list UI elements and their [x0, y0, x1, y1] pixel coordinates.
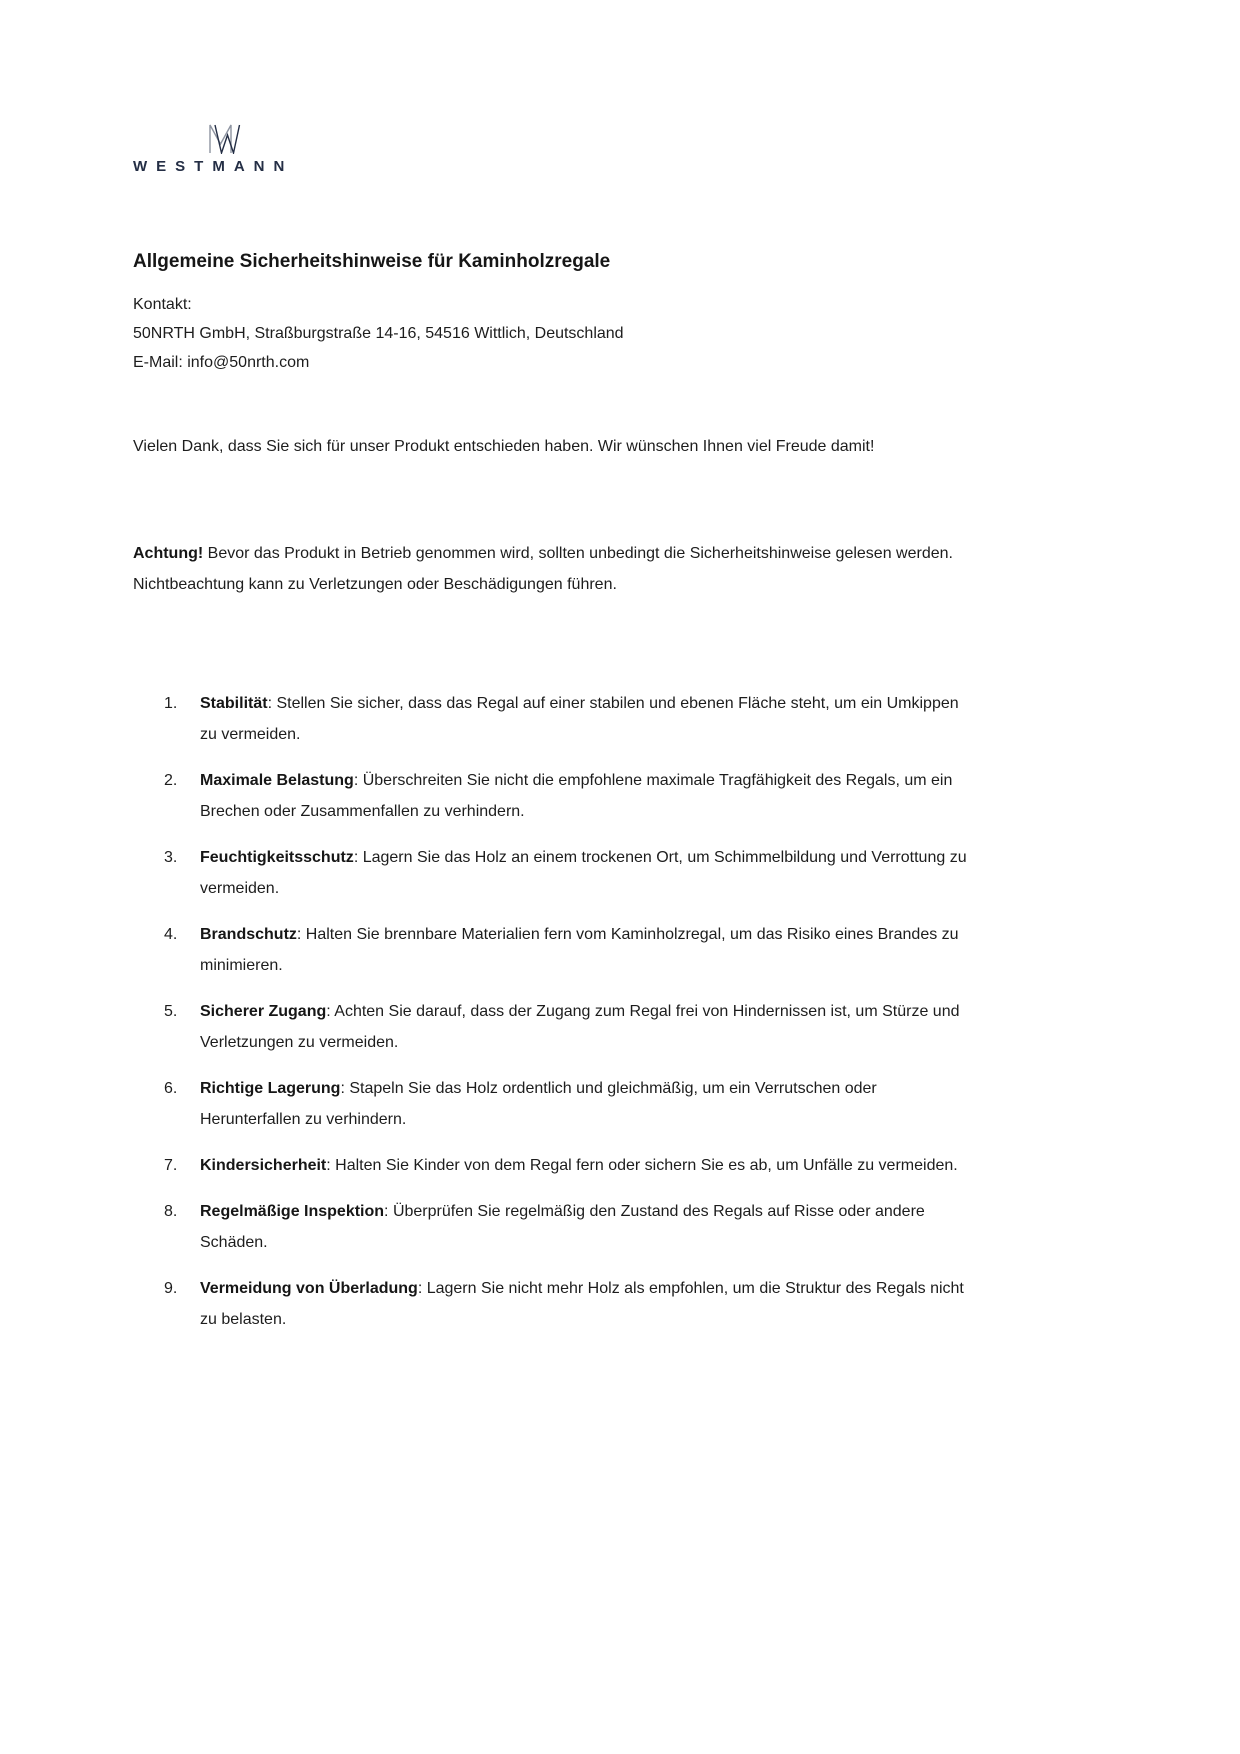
safety-list: [133, 688, 979, 1350]
item-number: 6.: [164, 1080, 178, 1097]
item-term: Kindersicherheit: [200, 1157, 327, 1174]
item-term: Feuchtigkeitsschutz: [200, 849, 354, 866]
safety-item: [133, 842, 979, 904]
safety-item: [133, 1073, 979, 1135]
document-title: Allgemeine Sicherheitshinweise für Kaminholzregale: [133, 251, 611, 272]
item-term: Vermeidung von Überladung: [200, 1280, 418, 1297]
item-separator: :: [353, 772, 363, 789]
item-text: Halten Sie Kinder von dem Regal fern oder sichern Sie es ab, um Unfälle zu vermeiden.: [335, 1157, 958, 1174]
item-text: Halten Sie brennbare Materialien fern vom Kaminholzregal, um das Risiko eines Brandes zu minimieren.: [200, 926, 959, 974]
contact-email: E-Mail: info@50nrth.com: [133, 354, 310, 371]
item-separator: :: [296, 926, 306, 943]
item-term: Regelmäßige Inspektion: [200, 1203, 385, 1220]
item-text: Stapeln Sie das Holz ordentlich und gleichmäßig, um ein Verrutschen oder Herunterfallen zu verhindern.: [200, 1080, 877, 1128]
item-term: Brandschutz: [200, 926, 297, 943]
item-separator: :: [326, 1003, 335, 1020]
safety-item: [133, 1196, 979, 1258]
item-number: 3.: [164, 849, 178, 866]
item-separator: :: [326, 1157, 336, 1174]
item-text: Überprüfen Sie regelmäßig den Zustand des Regals auf Risse oder andere Schäden.: [200, 1203, 925, 1251]
item-number: 4.: [164, 926, 178, 943]
safety-item: [133, 919, 979, 981]
item-separator: :: [340, 1080, 350, 1097]
item-term: Sicherer Zugang: [200, 1003, 327, 1020]
item-text: Überschreiten Sie nicht die empfohlene maximale Tragfähigkeit des Regals, um ein Brechen oder Zusammenfallen zu verhindern.: [200, 772, 953, 820]
item-term: Stabilität: [200, 695, 268, 712]
westmann-monogram-icon: [203, 118, 241, 154]
safety-item: [133, 688, 979, 750]
item-separator: :: [353, 849, 363, 866]
item-text: Achten Sie darauf, dass der Zugang zum Regal frei von Hindernissen ist, um Stürze und Verletzungen zu vermeiden.: [200, 1003, 960, 1051]
item-separator: :: [417, 1280, 427, 1297]
safety-item: [133, 765, 979, 827]
item-number: 1.: [164, 695, 178, 712]
brand-logo: [133, 118, 533, 175]
item-separator: :: [384, 1203, 393, 1220]
item-term: Richtige Lagerung: [200, 1080, 341, 1097]
warning-lead: Achtung!: [133, 545, 204, 562]
contact-block: [133, 290, 975, 377]
brand-name: WESTMANN: [133, 158, 294, 175]
item-number: 2.: [164, 772, 178, 789]
item-number: 8.: [164, 1203, 178, 1220]
item-text: Stellen Sie sicher, dass das Regal auf einer stabilen und ebenen Fläche steht, um ein Umkippen zu vermeiden.: [200, 695, 959, 743]
item-number: 5.: [164, 1003, 178, 1020]
warning-paragraph: [133, 538, 975, 600]
contact-address: 50NRTH GmbH, Straßburgstraße 14-16, 54516 Wittlich, Deutschland: [133, 325, 624, 342]
safety-item: [133, 996, 979, 1058]
item-separator: :: [267, 695, 277, 712]
item-term: Maximale Belastung: [200, 772, 354, 789]
safety-item: [133, 1273, 979, 1335]
warning-text: Bevor das Produkt in Betrieb genommen wird, sollten unbedingt die Sicherheitshinweise gelesen werden. Nichtbeachtung kann zu Verletzungen oder Beschädigungen führen.: [133, 545, 953, 593]
item-text: Lagern Sie nicht mehr Holz als empfohlen, um die Struktur des Regals nicht zu belasten.: [200, 1280, 964, 1328]
intro-paragraph: Vielen Dank, dass Sie sich für unser Produkt entschieden haben. Wir wünschen Ihnen viel Freude damit!: [133, 438, 875, 455]
item-number: 7.: [164, 1157, 178, 1174]
safety-item: [133, 1150, 979, 1181]
item-number: 9.: [164, 1280, 178, 1297]
item-text: Lagern Sie das Holz an einem trockenen Ort, um Schimmelbildung und Verrottung zu vermeiden.: [200, 849, 967, 897]
contact-label: Kontakt:: [133, 296, 192, 313]
